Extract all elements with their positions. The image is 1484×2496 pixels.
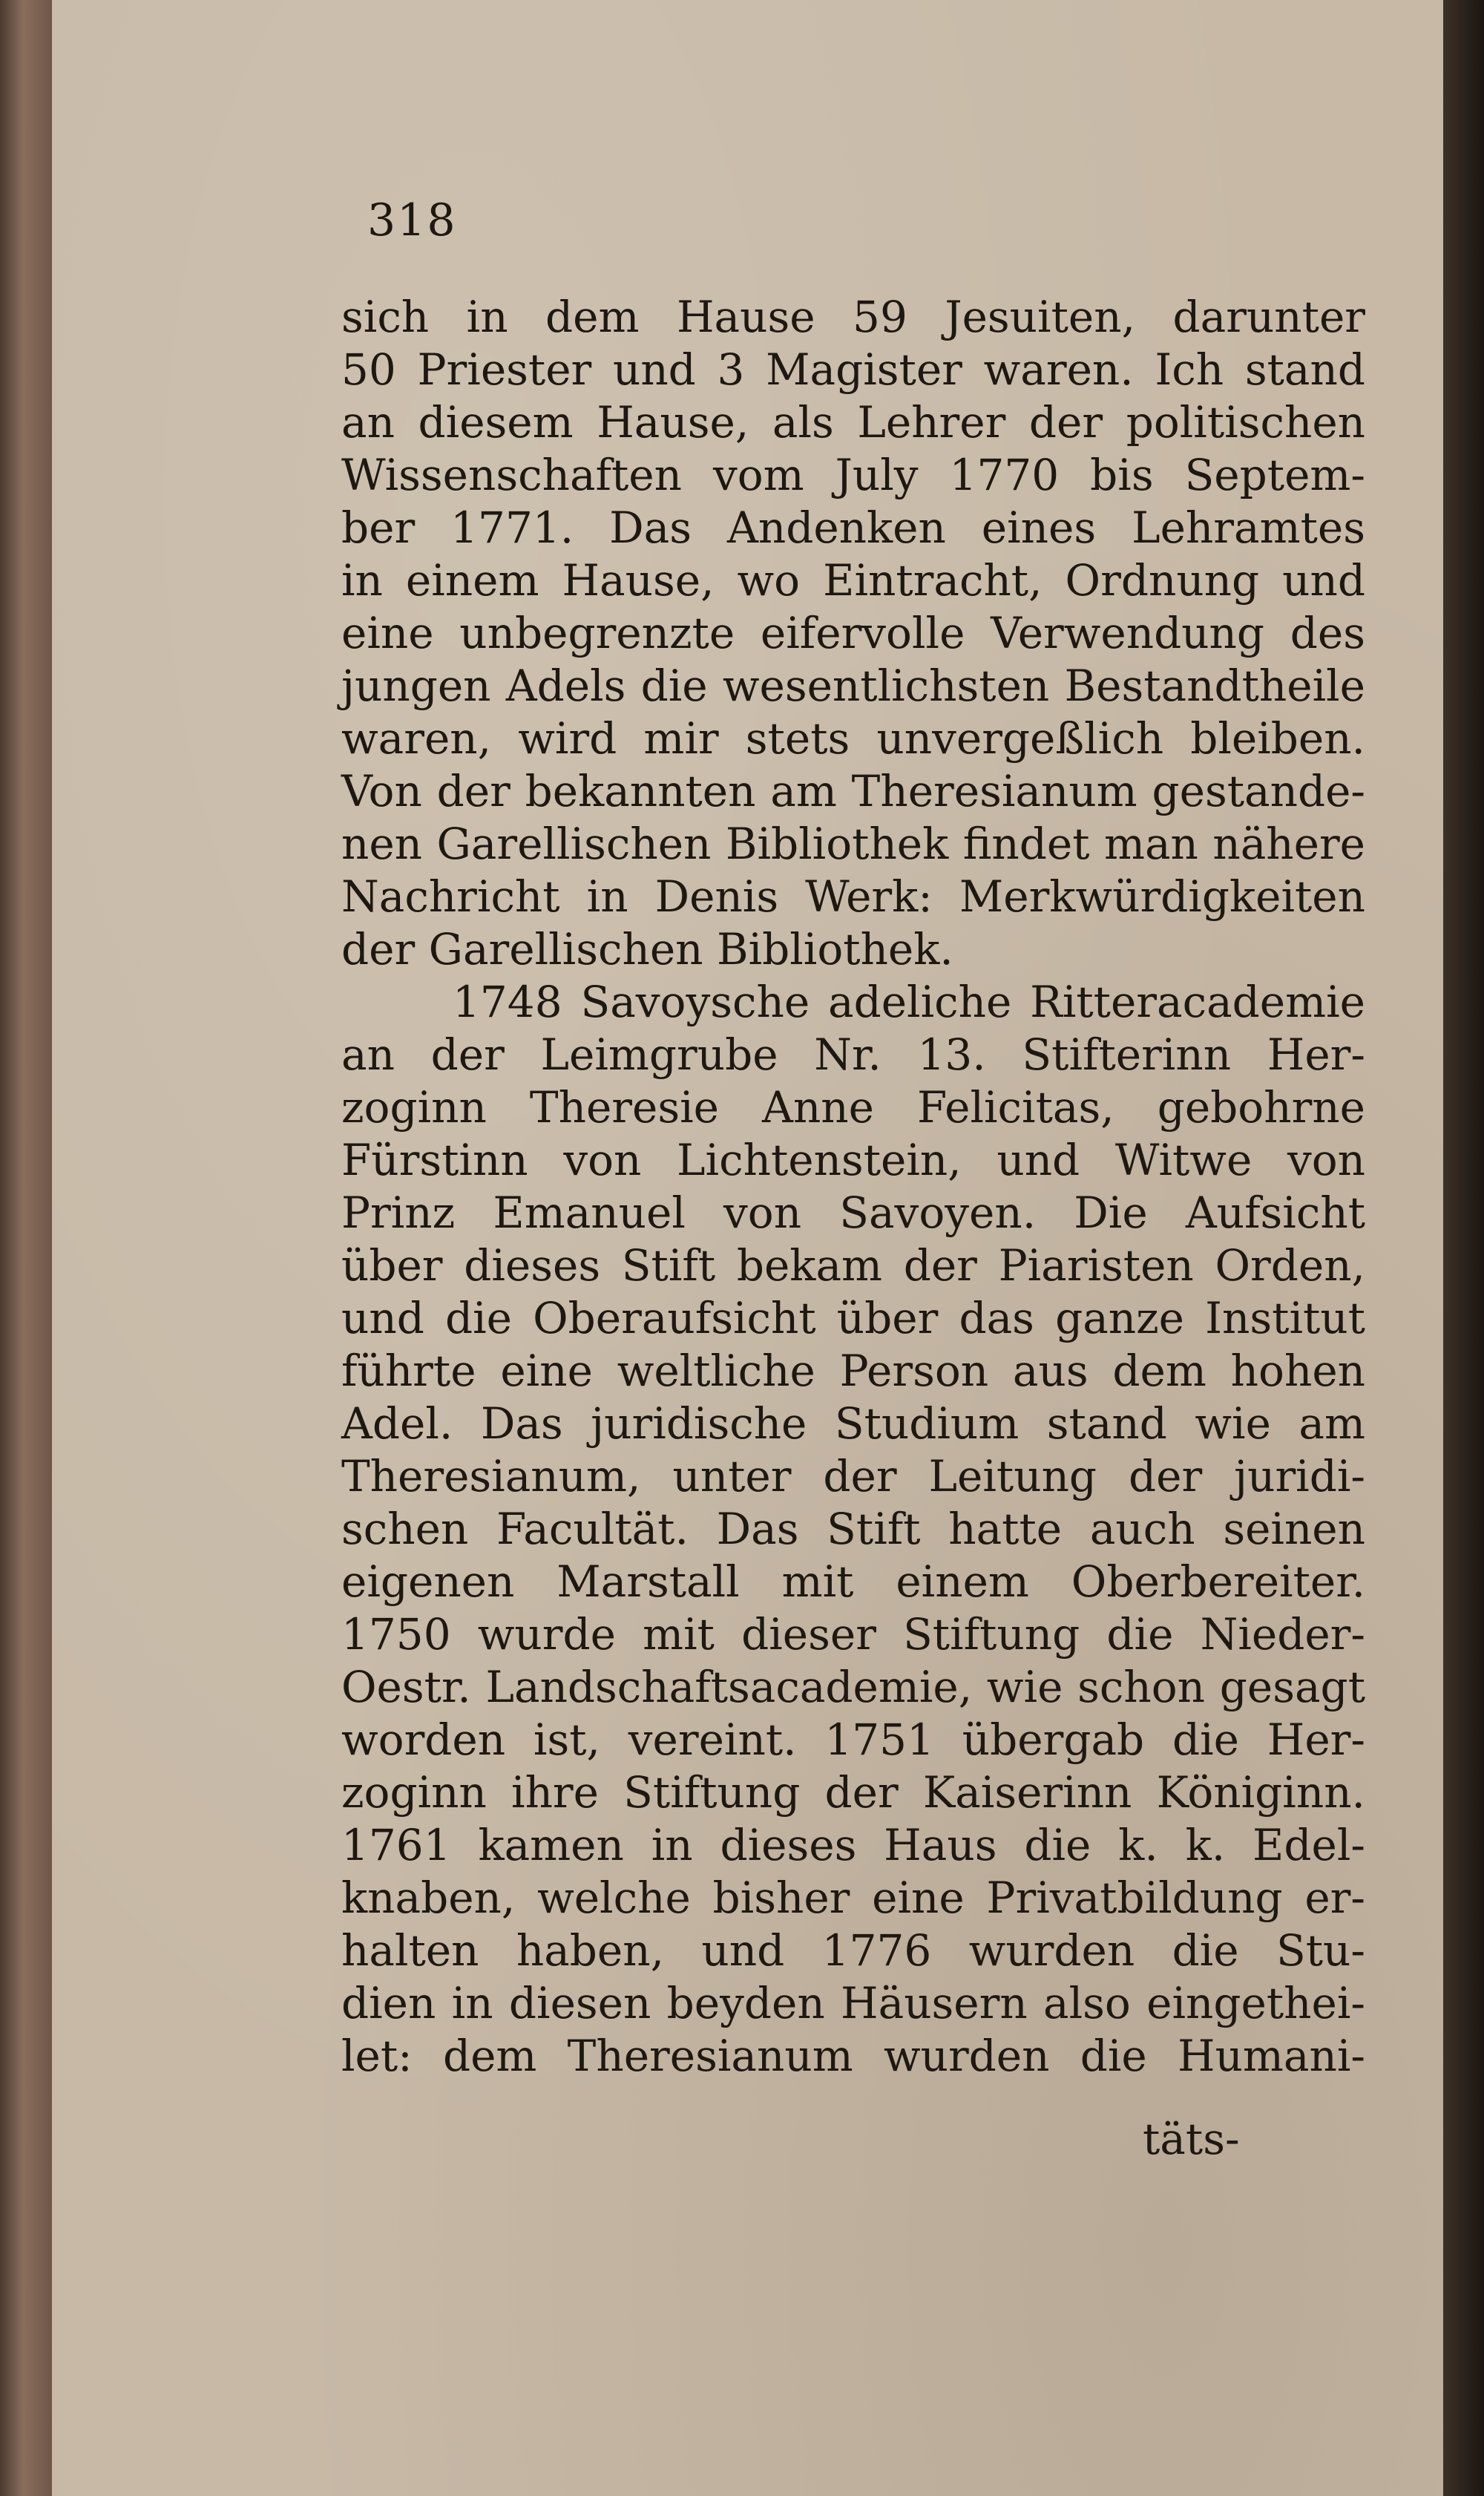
text-line: jungen Adels die wesentlichsten Bestandtheile	[341, 661, 1365, 711]
text-line: ber 1771. Das Andenken eines Lehramtes	[341, 502, 1365, 553]
paragraph-start-line: 1748 Savoysche adeliche Ritteracademie	[453, 977, 1365, 1027]
paragraph-end-line: der Garellischen Bibliothek.	[341, 924, 953, 975]
text-line: führte eine weltliche Person aus dem hohen	[341, 1346, 1365, 1396]
text-line: an diesem Hause, als Lehrer der politischen	[341, 397, 1365, 448]
text-line: waren, wird mir stets unvergeßlich bleiben.	[341, 713, 1365, 764]
text-line: let: dem Theresianum wurden die Humani-	[341, 2031, 1365, 2081]
text-line: in einem Hause, wo Eintracht, Ordnung und	[341, 555, 1365, 606]
text-line: Oestr. Landschaftsacademie, wie schon gesagt	[341, 1662, 1365, 1712]
text-line: Von der bekannten am Theresianum gestande-	[341, 766, 1365, 816]
text-line: dien in diesen beyden Häusern also eingethei-	[341, 1978, 1365, 2028]
text-line: an der Leimgrube Nr. 13. Stifterinn Her-	[341, 1029, 1365, 1080]
text-line: 1761 kamen in dieses Haus die k. k. Edel-	[341, 1820, 1365, 1870]
text-line: 50 Priester und 3 Magister waren. Ich stand	[341, 344, 1365, 395]
text-line: zoginn ihre Stiftung der Kaiserinn Königinn.	[341, 1767, 1365, 1818]
catchword: täts-	[1143, 2114, 1240, 2164]
text-line: Adel. Das juridische Studium stand wie am	[341, 1398, 1365, 1449]
text-line: Theresianum, unter der Leitung der juridi-	[341, 1451, 1365, 1501]
book-gutter	[1443, 0, 1484, 2496]
text-line: Fürstinn von Lichtenstein, und Witwe von	[341, 1135, 1365, 1185]
text-line: halten haben, und 1776 wurden die Stu-	[341, 1925, 1365, 1976]
text-line: 1750 wurde mit dieser Stiftung die Nieder-	[341, 1609, 1365, 1660]
text-line: eine unbegrenzte eifervolle Verwendung des	[341, 608, 1365, 658]
body-text	[341, 291, 1365, 2083]
text-line: nen Garellischen Bibliothek findet man nähere	[341, 819, 1365, 869]
text-line: Wissenschaften vom July 1770 bis Septem-	[341, 450, 1365, 500]
text-line: zoginn Theresie Anne Felicitas, gebohrne	[341, 1082, 1365, 1133]
text-line: knaben, welche bisher eine Privatbildung er-	[341, 1873, 1365, 1923]
text-line: eigenen Marstall mit einem Oberbereiter.	[341, 1556, 1365, 1607]
page-number: 318	[367, 194, 457, 246]
text-line: Nachricht in Denis Werk: Merkwürdigkeiten	[341, 871, 1365, 922]
text-line: sich in dem Hause 59 Jesuiten, darunter	[341, 292, 1365, 342]
text-line: und die Oberaufsicht über das ganze Institut	[341, 1293, 1365, 1343]
text-line: Prinz Emanuel von Savoyen. Die Aufsicht	[341, 1188, 1365, 1238]
text-line: über dieses Stift bekam der Piaristen Orden,	[341, 1240, 1365, 1291]
text-line: worden ist, vereint. 1751 übergab die Her-	[341, 1714, 1365, 1765]
page-edge	[0, 0, 52, 2496]
text-line: schen Facultät. Das Stift hatte auch seinen	[341, 1504, 1365, 1554]
